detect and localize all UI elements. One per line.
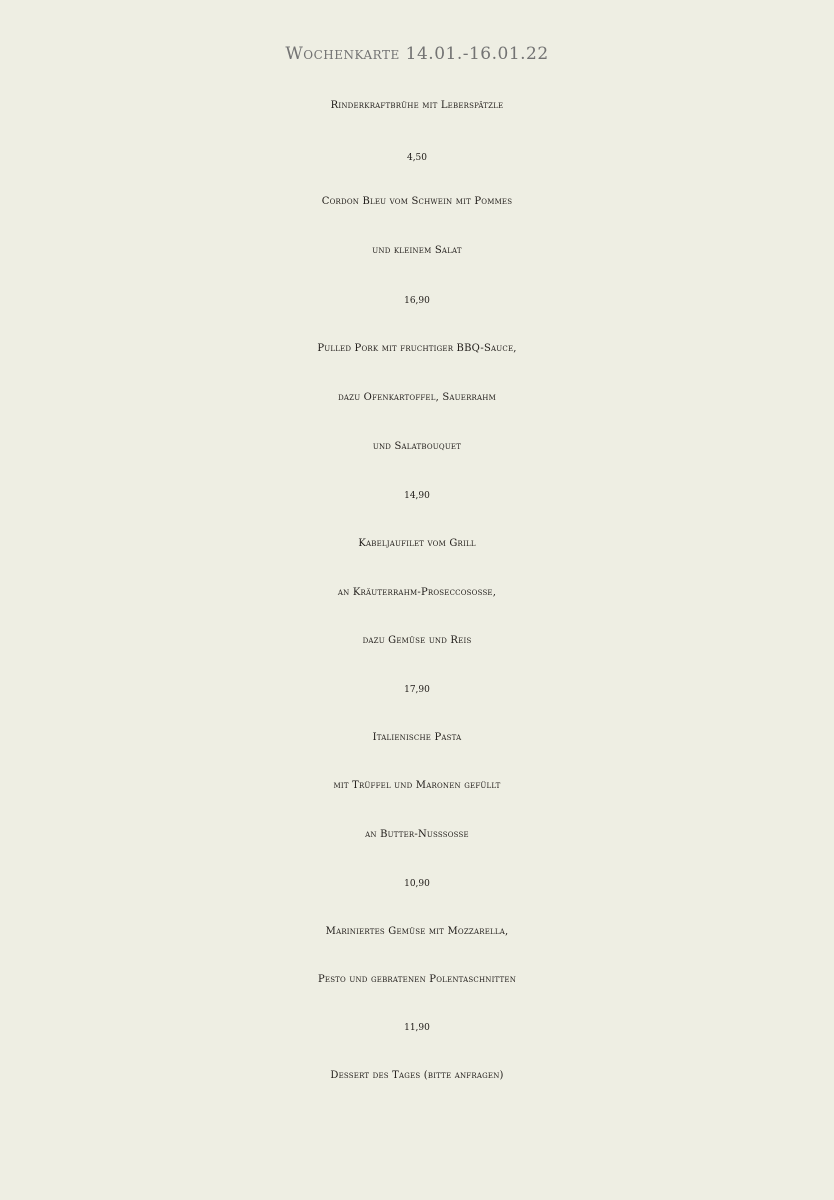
menu-title: Wochenkarte 14.01.-16.01.22 bbox=[285, 44, 549, 64]
menu-item-price: 11,90 bbox=[404, 1023, 430, 1033]
menu-item-line: an Butter-Nusssosse bbox=[365, 829, 469, 840]
menu-item-line: Pesto und gebratenen Polentaschnitten bbox=[317, 974, 517, 985]
menu-item-line: dazu Ofenkartoffel, Sauerrahm bbox=[338, 392, 496, 403]
menu-item-line: Dessert des Tages (bitte anfragen) bbox=[330, 1070, 504, 1081]
menu-item-line: und Salatbouquet bbox=[372, 441, 462, 452]
menu-item-line: Cordon Bleu vom Schwein mit Pommes bbox=[321, 196, 513, 207]
menu-item-line: mit Trüffel und Maronen gefüllt bbox=[333, 780, 501, 791]
menu-item-line: Mariniertes Gemüse mit Mozzarella, bbox=[325, 926, 509, 937]
price-note bbox=[0, 1145, 834, 1169]
menu-item-price: 4,50 bbox=[406, 153, 428, 163]
menu-item-price: 17,90 bbox=[404, 685, 430, 695]
menu-item-line: Rinderkraftbrühe mit Leberspätzle bbox=[330, 100, 504, 111]
menu-item-line: an Kräuterrahm-Proseccososse, bbox=[337, 587, 497, 598]
menu-item-line: Kabeljaufilet vom Grill bbox=[358, 538, 476, 549]
menu-item-line: und kleinem Salat bbox=[372, 245, 462, 256]
menu-item-price: 14,90 bbox=[404, 491, 430, 501]
menu-item-line: Italienische Pasta bbox=[372, 732, 462, 743]
menu-item-line: dazu Gemüse und Reis bbox=[362, 635, 472, 646]
menu-item-price: 10,90 bbox=[404, 879, 430, 889]
menu-item-line: Pulled Pork mit fruchtiger BBQ-Sauce, bbox=[317, 343, 517, 354]
menu-item-price: 16,90 bbox=[404, 296, 430, 306]
